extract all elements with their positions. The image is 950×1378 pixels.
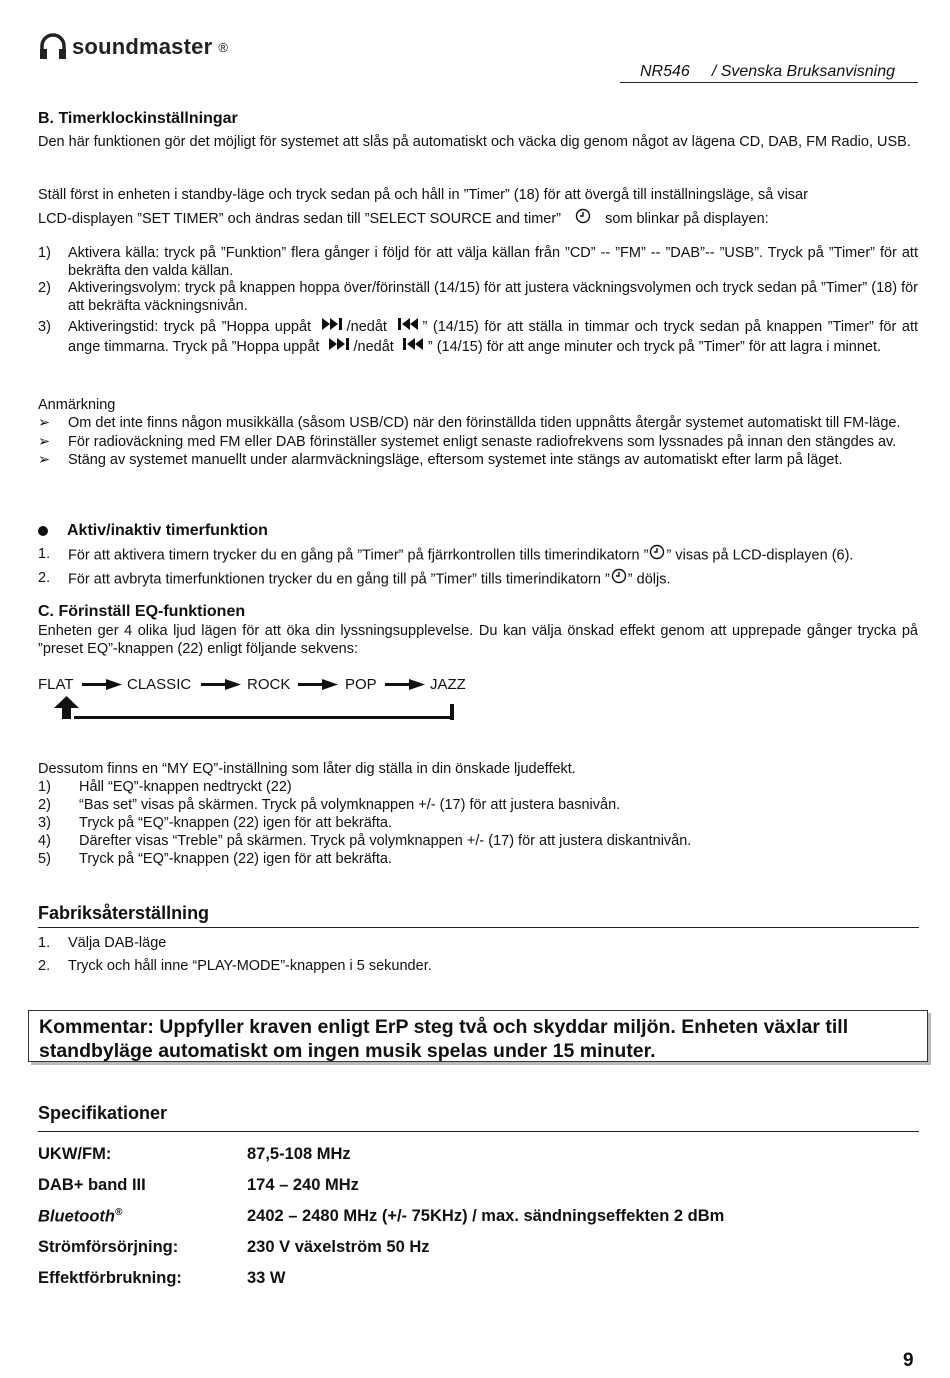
list-item	[38, 778, 918, 796]
list-item	[38, 317, 918, 357]
skip-forward-icon	[328, 337, 350, 357]
step-number: 2)	[38, 797, 51, 813]
eq-sequence-arrows	[0, 670, 480, 726]
step-text-part: /nedåt	[353, 339, 394, 356]
item-number: 2.	[38, 958, 51, 974]
factory-list	[38, 932, 918, 977]
sequence-arrow-icon	[298, 679, 338, 690]
step-text: Håll “EQ”-knappen nedtryckt (22)	[79, 779, 292, 795]
spec-value: 2402 – 2480 MHz (+/- 75KHz) / max. sändningseffekten 2 dBm	[247, 1207, 725, 1225]
active-timer-title: Aktiv/inaktiv timerfunktion	[67, 522, 268, 539]
item-text: Välja DAB-läge	[68, 935, 167, 951]
sequence-arrow-icon	[82, 679, 122, 690]
list-item	[38, 832, 918, 850]
loop-back-arrow-icon	[54, 696, 454, 720]
arrow-bullet-icon: ➢	[38, 433, 51, 450]
step-text: “Bas set” visas på skärmen. Tryck på volymknappen +/- (17) för att justera basnivån.	[79, 797, 621, 813]
list-item	[38, 850, 918, 868]
step-text	[68, 317, 918, 357]
eq-sequence-item: JAZZ	[430, 676, 466, 693]
spec-label: UKW/FM:	[38, 1145, 112, 1163]
step-text: Därefter visas “Treble” på skärmen. Tryck på volymknappen +/- (17) för att justera diskantnivån.	[79, 833, 692, 849]
step-text: Tryck på “EQ”-knappen (22) igen för att bekräfta.	[79, 851, 392, 867]
note-heading: Anmärkning	[38, 397, 116, 413]
timer-standby-line1: Ställ först in enheten i standby-läge och tryck sedan på och håll in ”Timer” (18) för att övergå till inställningsläge, så visar	[38, 187, 808, 203]
list-item	[38, 932, 918, 954]
step-text-part: Aktiveringstid: tryck på ”Hoppa uppåt	[68, 319, 312, 335]
active-timer-list	[38, 544, 918, 591]
list-item	[38, 814, 918, 832]
page-number: 9	[903, 1350, 914, 1371]
brand-reg-mark: ®	[218, 39, 228, 55]
step-number: 3)	[38, 815, 51, 831]
model-number: NR546	[640, 63, 690, 80]
spec-label: DAB+ band III	[38, 1176, 146, 1194]
my-eq-intro: Dessutom finns en “MY EQ”-inställning som låter dig ställa in din önskade ljudeffekt.	[38, 761, 576, 777]
step-text: Tryck på “EQ”-knappen (22) igen för att bekräfta.	[79, 815, 392, 831]
item-number: 1.	[38, 935, 51, 951]
factory-heading: Fabriksåterställning	[38, 903, 210, 923]
eq-sequence-item: CLASSIC	[127, 676, 192, 693]
eq-intro: Enheten ger 4 olika ljud lägen för att öka din lyssningsupplevelse. Du kan välja önskad effekt genom att upprepade gånger trycka på ”preset EQ”-knappen (22) enligt följande sekvens:	[38, 623, 918, 657]
step-text: Aktivera källa: tryck på ”Funktion” flera gånger i följd för att välja källan från ”CD” -- ”FM” -- ”DAB”-- ”USB”. Tryck på ”Timer” för att bekräfta den valda källan.	[68, 245, 918, 279]
my-eq-steps	[38, 778, 918, 868]
erp-comment-text: Kommentar: Uppfyller kraven enligt ErP steg två och skyddar miljön. Enheten växlar till standbyläge automatiskt om ingen musik spelas under 15 minuter.	[39, 1016, 849, 1062]
spec-label-bluetooth	[38, 1207, 122, 1227]
factory-rule	[38, 927, 919, 928]
note-text: Om det inte finns någon musikkälla (såsom USB/CD) när den förinställda tiden uppnåtts återgår systemet automatiskt till FM-läge.	[68, 415, 901, 431]
item-text-part: För att avbryta timerfunktionen trycker du en gång till på ”Timer” tills timerindikatorn ”	[68, 571, 610, 588]
timer-steps	[38, 245, 918, 357]
header-rule	[620, 82, 918, 83]
active-timer-heading	[38, 522, 268, 540]
spec-value: 87,5-108 MHz	[247, 1145, 351, 1163]
skip-back-icon	[397, 317, 419, 337]
step-number: 5)	[38, 851, 51, 867]
skip-back-icon	[402, 337, 424, 357]
step-text-part: ” (14/15) för att ange minuter och tryck på ”Timer” för att lagra i minnet.	[427, 339, 882, 356]
spec-label: Effektförbrukning:	[38, 1269, 182, 1287]
brand-name: soundmaster	[72, 34, 213, 59]
item-text-part: ” visas på LCD-displayen (6).	[666, 547, 854, 564]
clock-icon	[649, 544, 665, 567]
eq-heading: C. Förinställ EQ-funktionen	[38, 603, 246, 620]
spec-value: 33 W	[247, 1269, 286, 1287]
timer-standby-text: LCD-displayen ”SET TIMER” och ändras sedan till ”SELECT SOURCE and timer”	[38, 210, 561, 227]
document-header	[640, 63, 917, 81]
item-text	[68, 544, 918, 567]
item-text-part: ” döljs.	[627, 571, 671, 588]
specs-rule	[38, 1131, 919, 1132]
arrow-bullet-icon: ➢	[38, 415, 51, 431]
step-number: 2)	[38, 280, 51, 296]
step-text-part: att ange timmarna. Tryck på ”Hoppa uppåt	[68, 319, 919, 356]
step-number: 1)	[38, 245, 51, 261]
sequence-arrow-icon	[201, 679, 241, 690]
sequence-arrow-icon	[385, 679, 425, 690]
timer-standby-tail: som blinkar på displayen:	[605, 210, 769, 227]
list-item	[38, 544, 918, 567]
eq-sequence-item: POP	[345, 676, 377, 693]
list-item	[38, 280, 918, 315]
list-item	[38, 452, 918, 470]
note-list	[38, 415, 918, 470]
step-number: 1)	[38, 779, 51, 795]
item-text	[68, 568, 918, 591]
arrow-bullet-icon: ➢	[38, 452, 51, 468]
step-number: 3)	[38, 319, 51, 335]
spec-label: Strömförsörjning:	[38, 1238, 179, 1256]
eq-sequence-item: ROCK	[247, 676, 291, 693]
brand-logo	[38, 32, 228, 62]
step-text-part: ” (14/15) för att ställa in timmar och tryck sedan på knappen ”Timer” för	[422, 319, 897, 335]
list-item	[38, 434, 918, 452]
item-number: 2.	[38, 570, 51, 586]
bullet-dot-icon	[38, 526, 48, 536]
timer-standby-line2	[38, 208, 918, 230]
item-number: 1.	[38, 546, 51, 562]
skip-forward-icon	[321, 317, 343, 337]
note-text: Stäng av systemet manuellt under alarmväckningsläge, eftersom systemet inte stängs av automatiskt efter larm på läget.	[68, 452, 843, 468]
timer-heading: B. Timerklockinställningar	[38, 110, 238, 127]
step-number: 4)	[38, 833, 51, 849]
specs-heading: Specifikationer	[38, 1103, 168, 1123]
erp-comment-box	[28, 1010, 928, 1062]
list-item	[38, 415, 918, 433]
list-item	[38, 568, 918, 591]
soundmaster-logo-icon	[38, 32, 68, 62]
note-text: För radioväckning med FM eller DAB förinställer systemet enligt senaste radiofrekvens som lyssnades på innan den stängdes av.	[68, 433, 897, 450]
document-title: / Svenska Bruksanvisning	[711, 63, 896, 80]
list-item	[38, 955, 918, 977]
list-item	[38, 245, 918, 280]
spec-value: 174 – 240 MHz	[247, 1176, 359, 1194]
clock-icon	[611, 568, 627, 591]
step-text: Aktiveringsvolym: tryck på knappen hoppa över/förinställ (14/15) för att justera väckningsvolymen och tryck sedan på ”Timer” (18) för att bekräfta väckningsnivån.	[68, 280, 918, 314]
clock-icon	[575, 208, 591, 230]
step-text-part: /nedåt	[346, 319, 387, 335]
spec-label: Bluetooth	[38, 1207, 115, 1226]
eq-sequence-item: FLAT	[38, 676, 74, 693]
item-text-part: För att aktivera timern trycker du en gång på ”Timer” på fjärrkontrollen tills timerindikatorn ”	[68, 547, 649, 564]
item-text: Tryck och håll inne “PLAY-MODE”-knappen i 5 sekunder.	[68, 958, 432, 974]
list-item	[38, 796, 918, 814]
spec-value: 230 V växelström 50 Hz	[247, 1238, 430, 1256]
spec-label-reg: ®	[114, 1207, 123, 1218]
timer-intro: Den här funktionen gör det möjligt för systemet att slås på automatiskt och väcka dig genom något av lägena CD, DAB, FM Radio, USB.	[38, 134, 911, 150]
